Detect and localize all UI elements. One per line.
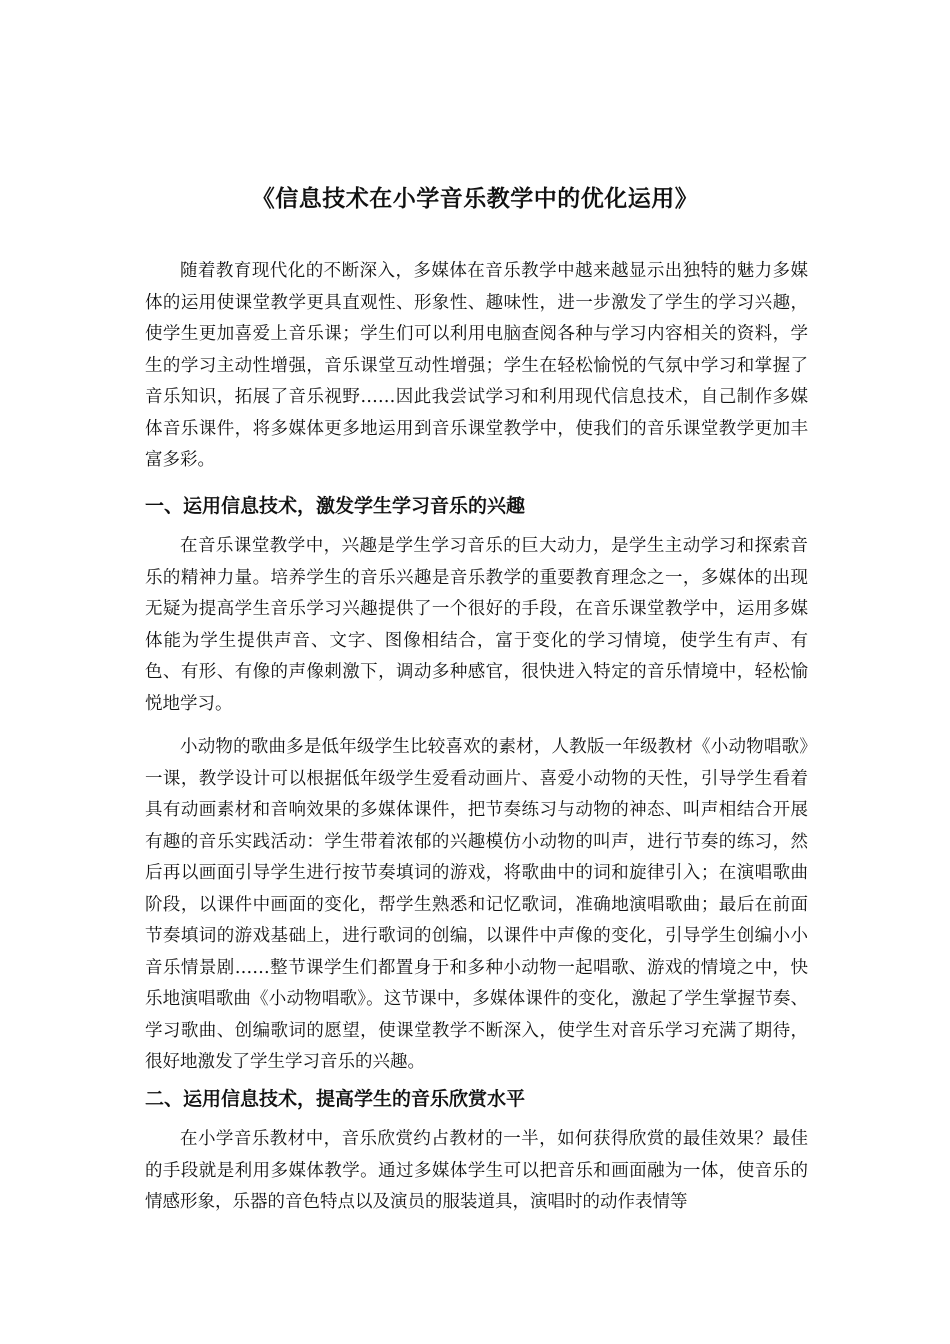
document-title: 《信息技术在小学音乐教学中的优化运用》	[251, 186, 699, 212]
section-1-paragraph-2: 小动物的歌曲多是低年级学生比较喜欢的素材，人教版一年级教材《小动物唱歌》一课，教学设计可以根据低年级学生爱看动画片、喜爱小动物的天性，引导学生看着具有动画素材和音响效果的多媒体课件，把节奏练习与动物的神态、叫声相结合开展有趣的音乐实践活动：学生带着浓郁的兴趣模仿小动物的叫声，进行节奏的练习，然后再以画面引导学生进行按节奏填词的游戏，将歌曲中的词和旋律引入；在演唱歌曲阶段，以课件中画面的变化，帮学生熟悉和记忆歌词，准确地演唱歌曲；最后在前面节奏填词的游戏基础上，进行歌词的创编，以课件中声像的变化，引导学生创编小小音乐情景剧……整节课学生们都置身于和多种小动物一起唱歌、游戏的情境之中，快乐地演唱歌曲《小动物唱歌》。这节课中，多媒体课件的变化，激起了学生掌握节奏、学习歌曲、创编歌词的愿望，使课堂教学不断深入，使学生对音乐学习充满了期待，很好地激发了学生学习音乐的兴趣。	[145, 737, 808, 1072]
section-2-paragraph-1: 在小学音乐教材中，音乐欣赏约占教材的一半，如何获得欣赏的最佳效果？最佳的手段就是利用多媒体教学。通过多媒体学生可以把音乐和画面融为一体，使音乐的情感形象，乐器的音色特点以及演员的服装道具，演唱时的动作表情等	[145, 1129, 808, 1212]
intro-paragraph: 随着教育现代化的不断深入，多媒体在音乐教学中越来越显示出独特的魅力多媒体的运用使课堂教学更具直观性、形象性、趣味性，进一步激发了学生的学习兴趣，使学生更加喜爱上音乐课；学生们可以利用电脑查阅各种与学习内容相关的资料，学生的学习主动性增强，音乐课堂互动性增强；学生在轻松愉悦的气氛中学习和掌握了音乐知识，拓展了音乐视野……因此我尝试学习和利用现代信息技术，自己制作多媒体音乐课件，将多媒体更多地运用到音乐课堂教学中，使我们的音乐课堂教学更加丰富多彩。	[145, 261, 808, 470]
section-2-heading: 二、运用信息技术，提高学生的音乐欣赏水平	[145, 1088, 526, 1110]
section-1-paragraph-1: 在音乐课堂教学中，兴趣是学生学习音乐的巨大动力，是学生主动学习和探索音乐的精神力量。培养学生的音乐兴趣是音乐教学的重要教育理念之一，多媒体的出现无疑为提高学生音乐学习兴趣提供了一个很好的手段，在音乐课堂教学中，运用多媒体能为学生提供声音、文字、图像相结合，富于变化的学习情境，使学生有声、有色、有形、有像的声像刺激下，调动多种感官，很快进入特定的音乐情境中，轻松愉悦地学习。	[145, 536, 808, 714]
section-1-heading: 一、运用信息技术，激发学生学习音乐的兴趣	[145, 495, 526, 517]
